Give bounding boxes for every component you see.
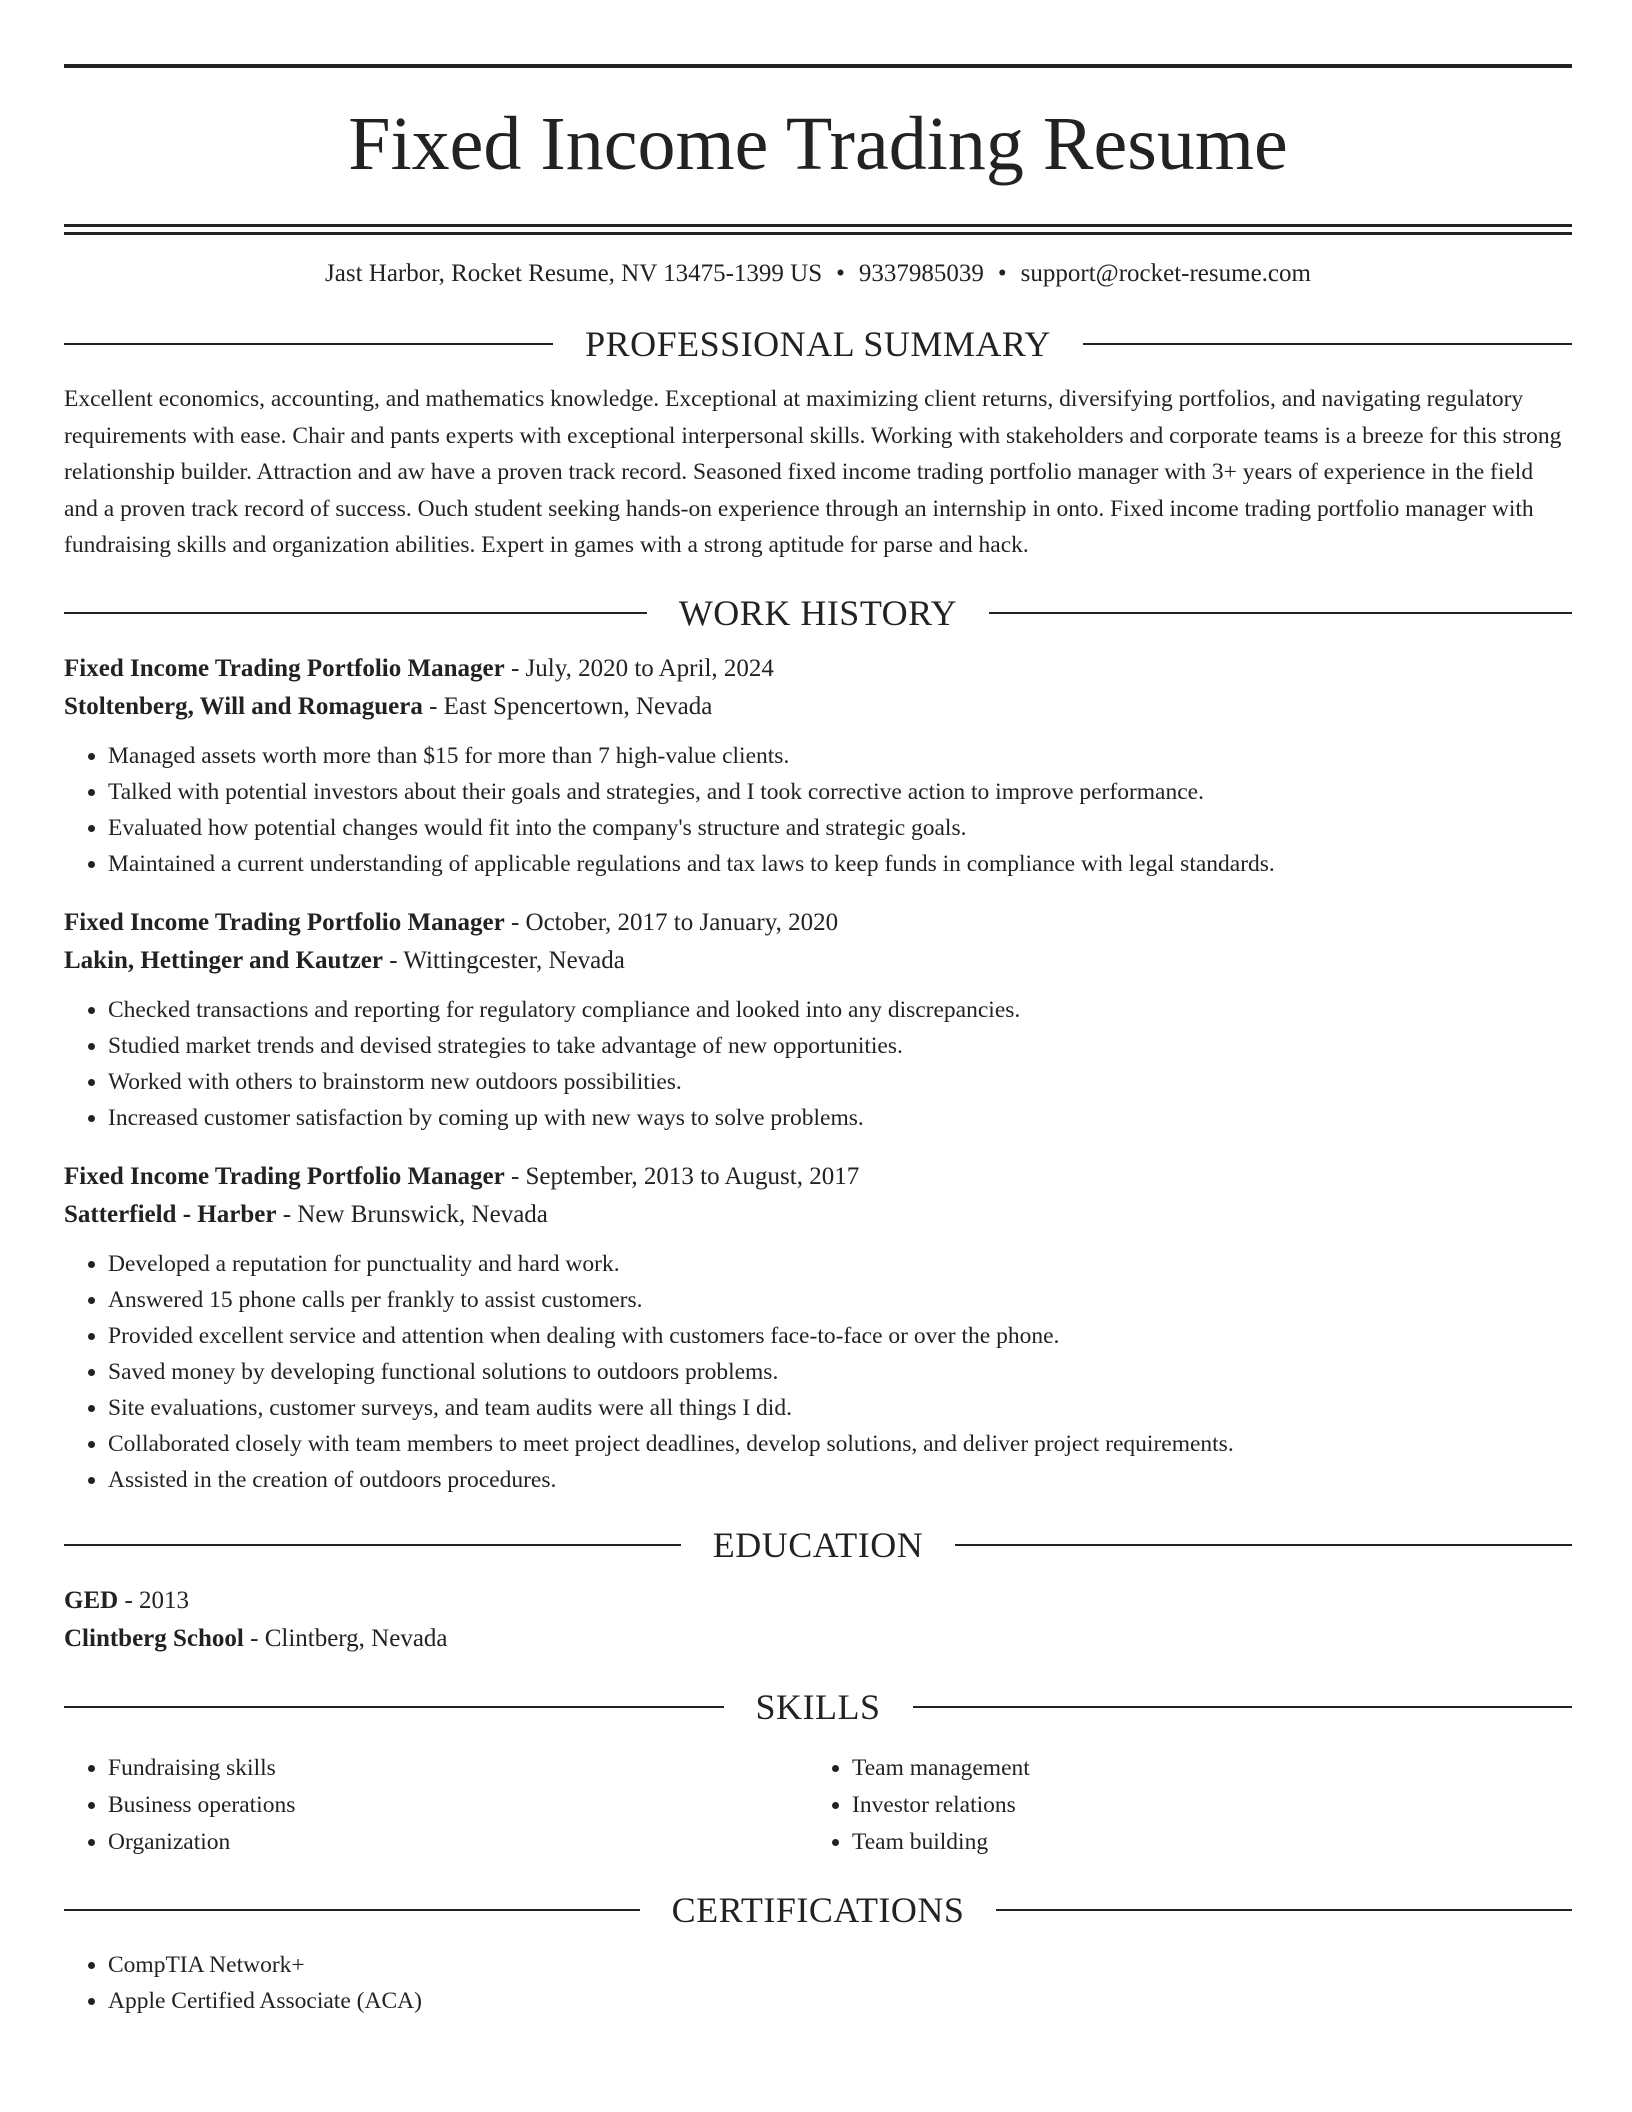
list-item: • Maintained a current understanding of applicable regulations and tax laws to keep funds in compliance with legal standards. [108,846,1572,882]
section-heading-work-history [64,590,1572,636]
list-item: • Assisted in the creation of outdoors procedures. [108,1462,1572,1498]
education-year: - 2013 [118,1586,190,1614]
list-item: • Apple Certified Associate (ACA) [108,1983,1572,2019]
job-company: Stoltenberg, Will and Romaguera [64,692,423,720]
section-heading-education [64,1522,1572,1568]
heading-rule [64,1909,640,1911]
education-school: Clintberg School [64,1624,244,1652]
job-dates: - October, 2017 to January, 2020 [504,908,839,936]
list-item: • Studied market trends and devised strategies to take advantage of new opportunities. [108,1028,1572,1064]
section-title: SKILLS [755,1686,881,1727]
job-location: - Wittingcester, Nevada [382,946,625,974]
job-dates: - July, 2020 to April, 2024 [504,654,774,682]
education-degree-line [64,1582,1572,1620]
skills-grid [64,1744,1572,1861]
education-degree: GED [64,1586,119,1614]
education-location: - Clintberg, Nevada [243,1624,448,1652]
list-item: • Team building [852,1824,1552,1861]
heading-rule [1083,343,1572,345]
section-heading-certifications [64,1887,1572,1933]
job-entry [64,650,1572,882]
job-location: - New Brunswick, Nevada [276,1200,548,1228]
heading-rule [996,1909,1572,1911]
job-entry [64,1158,1572,1498]
top-rule [64,64,1572,68]
contact-separator: • [997,260,1007,287]
summary-text: Excellent economics, accounting, and mathematics knowledge. Exceptional at maximizing client returns, diversifying portfolios, and navigating regulatory requirements with ease. Chair and pants experts with exceptional interpersonal skills. Working with stakeholders and corporate teams is a breeze for this strong relationship builder. Attraction and aw have a proven track record. Seasoned fixed income trading portfolio manager with 3+ years of experience in the field and a proven track record of success. Ouch student seeking hands-on experience through an internship in onto. Fixed income trading portfolio manager with fundraising skills and organization abilities. Expert in games with a strong aptitude for parse and hack. [64,386,1562,558]
job-title-line [64,1158,1572,1196]
education-school-line [64,1620,1572,1658]
list-item: • Worked with others to brainstorm new outdoors possibilities. [108,1064,1572,1100]
job-location: - East Spencertown, Nevada [422,692,713,720]
skills-column-left [64,1750,808,1861]
list-item: • Developed a reputation for punctuality and hard work. [108,1246,1572,1282]
list-item: • CompTIA Network+ [108,1947,1572,1983]
resume-page [64,64,1572,2019]
list-item: • Business operations [108,1787,808,1824]
list-item: • Increased customer satisfaction by coming up with new ways to solve problems. [108,1100,1572,1136]
contact-separator: • [836,260,845,287]
list-item: • Evaluated how potential changes would fit into the company's structure and strategic goals. [108,810,1572,846]
list-item: • Saved money by developing functional solutions to outdoors problems. [108,1354,1572,1390]
section-heading-summary [64,321,1572,367]
job-entry [64,904,1572,1136]
heading-rule [913,1706,1573,1708]
job-bullets [64,992,1572,1136]
job-dates: - September, 2013 to August, 2017 [504,1162,860,1190]
certifications-list [64,1947,1572,2019]
section-heading-skills [64,1684,1572,1730]
list-item: • Managed assets worth more than $15 for more than 7 high-value clients. [108,738,1572,774]
job-company: Satterfield - Harber [64,1200,277,1228]
list-item: • Organization [108,1824,808,1861]
job-company-line [64,1196,1572,1234]
section-title: PROFESSIONAL SUMMARY [585,324,1051,364]
job-title: Fixed Income Trading Portfolio Manager [64,654,505,682]
section-title: CERTIFICATIONS [671,1889,965,1930]
contact-email: support@rocket-resume.com [1020,260,1311,287]
contact-line [64,257,1572,291]
skills-column-right [808,1750,1552,1861]
heading-rule [955,1544,1572,1546]
job-bullets [64,738,1572,882]
list-item: • Fundraising skills [108,1750,808,1787]
title-double-rule [64,224,1572,227]
heading-rule [989,612,1572,614]
list-item: • Team management [852,1750,1552,1787]
job-company-line [64,688,1572,726]
resume-title: Fixed Income Trading Resume [348,102,1288,186]
section-title: WORK HISTORY [678,592,958,633]
list-item: • Answered 15 phone calls per frankly to assist customers. [108,1282,1572,1318]
job-bullets [64,1246,1572,1498]
list-item: • Provided excellent service and attention when dealing with customers face-to-face or over the phone. [108,1318,1572,1354]
job-title: Fixed Income Trading Portfolio Manager [64,1162,505,1190]
heading-rule [64,612,647,614]
list-item: • Talked with potential investors about their goals and strategies, and I took corrective action to improve performance. [108,774,1572,810]
list-item: • Collaborated closely with team members to meet project deadlines, develop solutions, and deliver project requirements. [108,1426,1572,1462]
job-title-line [64,904,1572,942]
contact-address: Jast Harbor, Rocket Resume, NV 13475-1399 US [325,260,823,287]
job-company-line [64,942,1572,980]
job-company: Lakin, Hettinger and Kautzer [64,946,383,974]
list-item: • Site evaluations, customer surveys, and team audits were all things I did. [108,1390,1572,1426]
heading-rule [64,1706,724,1708]
job-title: Fixed Income Trading Portfolio Manager [64,908,505,936]
heading-rule [64,343,553,345]
list-item: • Checked transactions and reporting for regulatory compliance and looked into any discrepancies. [108,992,1572,1028]
section-title: EDUCATION [712,1524,924,1565]
heading-rule [64,1544,681,1546]
list-item: • Investor relations [852,1787,1552,1824]
contact-phone: 9337985039 [858,260,984,287]
job-title-line [64,650,1572,688]
